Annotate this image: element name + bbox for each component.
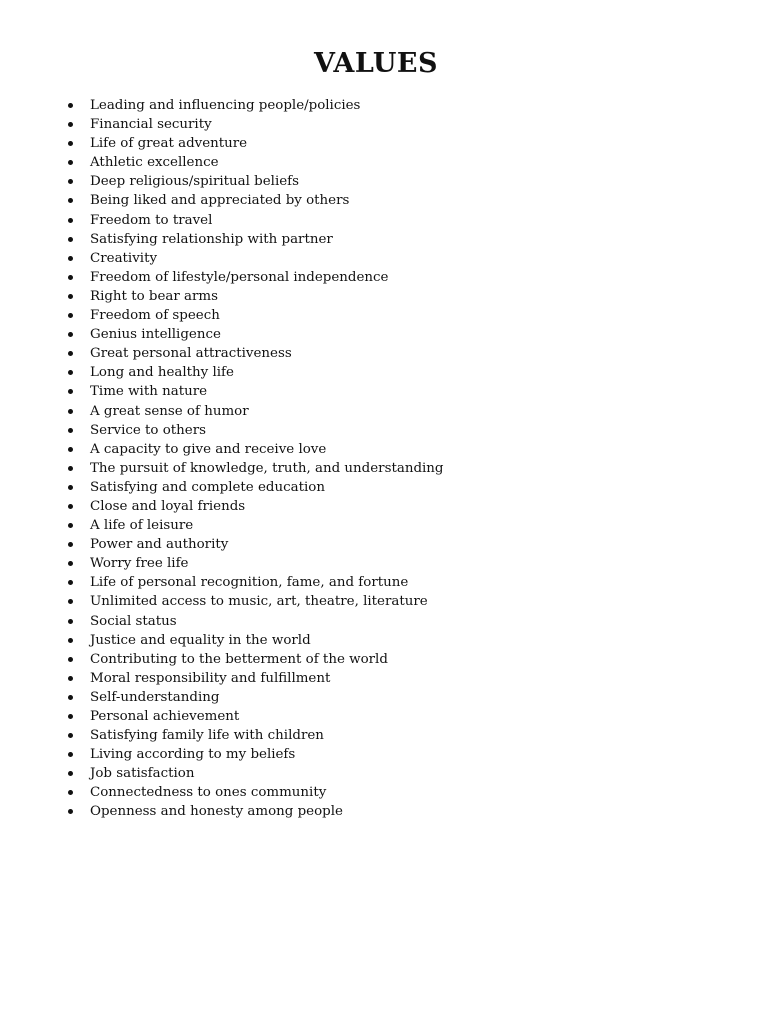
bullet-icon xyxy=(68,580,73,585)
list-item xyxy=(0,477,700,496)
list-item-text: Social status xyxy=(90,613,177,629)
list-item-text: Satisfying relationship with partner xyxy=(90,231,333,247)
list-item xyxy=(0,572,700,591)
list-item xyxy=(0,534,700,553)
bullet-icon xyxy=(68,294,73,299)
list-item-text: Connectedness to ones community xyxy=(90,785,327,801)
list-item xyxy=(0,420,700,439)
list-item xyxy=(0,687,700,706)
list-item-text: Great personal attractiveness xyxy=(90,346,292,362)
list-item xyxy=(0,725,700,744)
list-item-text: Justice and equality in the world xyxy=(90,632,311,648)
bullet-icon xyxy=(68,218,73,223)
list-item xyxy=(0,801,700,820)
bullet-icon xyxy=(68,733,73,738)
bullet-icon xyxy=(68,561,73,566)
list-item-text: Athletic excellence xyxy=(90,155,219,171)
list-item xyxy=(0,343,700,362)
list-item-text: Moral responsibility and fulfillment xyxy=(90,670,331,686)
list-item-text: A great sense of humor xyxy=(90,403,249,419)
list-item xyxy=(0,515,700,534)
list-item xyxy=(0,381,700,400)
bullet-icon xyxy=(68,809,73,814)
bullet-icon xyxy=(68,141,73,146)
list-item xyxy=(0,305,700,324)
list-item-text: Worry free life xyxy=(90,556,189,572)
list-item xyxy=(0,706,700,725)
list-item-text: Life of great adventure xyxy=(90,136,248,152)
values-list xyxy=(0,95,700,821)
bullet-icon xyxy=(68,256,73,261)
bullet-icon xyxy=(68,332,73,337)
bullet-icon xyxy=(68,695,73,700)
list-item-text: Right to bear arms xyxy=(90,288,218,304)
bullet-icon xyxy=(68,122,73,127)
list-item-text: Contributing to the betterment of the world xyxy=(90,651,388,667)
list-item-text: A capacity to give and receive love xyxy=(90,441,327,457)
list-item xyxy=(0,190,700,209)
bullet-icon xyxy=(68,389,73,394)
bullet-icon xyxy=(68,771,73,776)
list-item xyxy=(0,152,700,171)
list-item xyxy=(0,95,700,114)
bullet-icon xyxy=(68,714,73,719)
list-item-text: Service to others xyxy=(90,422,206,438)
list-item-text: Creativity xyxy=(90,250,158,266)
list-item-text: Financial security xyxy=(90,117,212,133)
list-item xyxy=(0,611,700,630)
list-item xyxy=(0,133,700,152)
list-item xyxy=(0,553,700,572)
list-item-text: The pursuit of knowledge, truth, and understanding xyxy=(90,460,444,476)
list-item xyxy=(0,286,700,305)
list-item xyxy=(0,782,700,801)
list-item-text: Close and loyal friends xyxy=(90,498,246,514)
page-title: VALUES xyxy=(314,48,438,79)
list-item-text: Unlimited access to music, art, theatre, literature xyxy=(90,594,428,610)
bullet-icon xyxy=(68,370,73,375)
bullet-icon xyxy=(68,752,73,757)
list-item-text: Leading and influencing people/policies xyxy=(90,98,361,113)
list-item xyxy=(0,649,700,668)
list-item-text: Genius intelligence xyxy=(90,327,221,343)
bullet-icon xyxy=(68,599,73,604)
list-item-text: Long and healthy life xyxy=(90,365,234,381)
list-item-text: Time with nature xyxy=(90,384,208,400)
list-item-text: Satisfying family life with children xyxy=(90,728,324,744)
bullet-icon xyxy=(68,351,73,356)
list-item xyxy=(0,362,700,381)
list-item xyxy=(0,267,700,286)
bullet-icon xyxy=(68,179,73,184)
list-item-text: Openness and honesty among people xyxy=(90,804,343,820)
list-item-text: Satisfying and complete education xyxy=(90,479,325,495)
list-item xyxy=(0,248,700,267)
bullet-icon xyxy=(68,676,73,681)
list-item xyxy=(0,114,700,133)
list-item xyxy=(0,668,700,687)
bullet-icon xyxy=(68,466,73,471)
bullet-icon xyxy=(68,409,73,414)
list-item-text: Job satisfaction xyxy=(90,766,195,782)
list-item xyxy=(0,439,700,458)
bullet-icon xyxy=(68,198,73,203)
list-item-text: Power and authority xyxy=(90,537,229,553)
list-item xyxy=(0,401,700,420)
bullet-icon xyxy=(68,504,73,509)
list-item-text: Being liked and appreciated by others xyxy=(90,193,350,209)
bullet-icon xyxy=(68,275,73,280)
bullet-icon xyxy=(68,428,73,433)
list-item-text: A life of leisure xyxy=(90,518,194,534)
bullet-icon xyxy=(68,447,73,452)
list-item-text: Freedom of lifestyle/personal independence xyxy=(90,269,389,285)
bullet-icon xyxy=(68,542,73,547)
list-item-text: Deep religious/spiritual beliefs xyxy=(90,174,299,190)
list-item xyxy=(0,591,700,610)
bullet-icon xyxy=(68,485,73,490)
list-item-text: Personal achievement xyxy=(90,709,240,724)
list-item-text: Life of personal recognition, fame, and fortune xyxy=(90,575,409,591)
list-item-text: Living according to my beliefs xyxy=(90,747,296,763)
list-item-text: Freedom of speech xyxy=(90,308,220,324)
list-item xyxy=(0,630,700,649)
bullet-icon xyxy=(68,160,73,165)
list-item-text: Freedom to travel xyxy=(90,212,213,228)
bullet-icon xyxy=(68,237,73,242)
bullet-icon xyxy=(68,638,73,643)
bullet-icon xyxy=(68,523,73,528)
list-item xyxy=(0,324,700,343)
list-item xyxy=(0,458,700,477)
list-item xyxy=(0,171,700,190)
list-item xyxy=(0,744,700,763)
list-item xyxy=(0,210,700,229)
bullet-icon xyxy=(68,790,73,795)
bullet-icon xyxy=(68,313,73,318)
list-item xyxy=(0,496,700,515)
bullet-icon xyxy=(68,103,73,108)
list-item xyxy=(0,763,700,782)
bullet-icon xyxy=(68,619,73,624)
list-item-text: Self-understanding xyxy=(90,689,220,705)
list-item xyxy=(0,229,700,248)
bullet-icon xyxy=(68,657,73,662)
